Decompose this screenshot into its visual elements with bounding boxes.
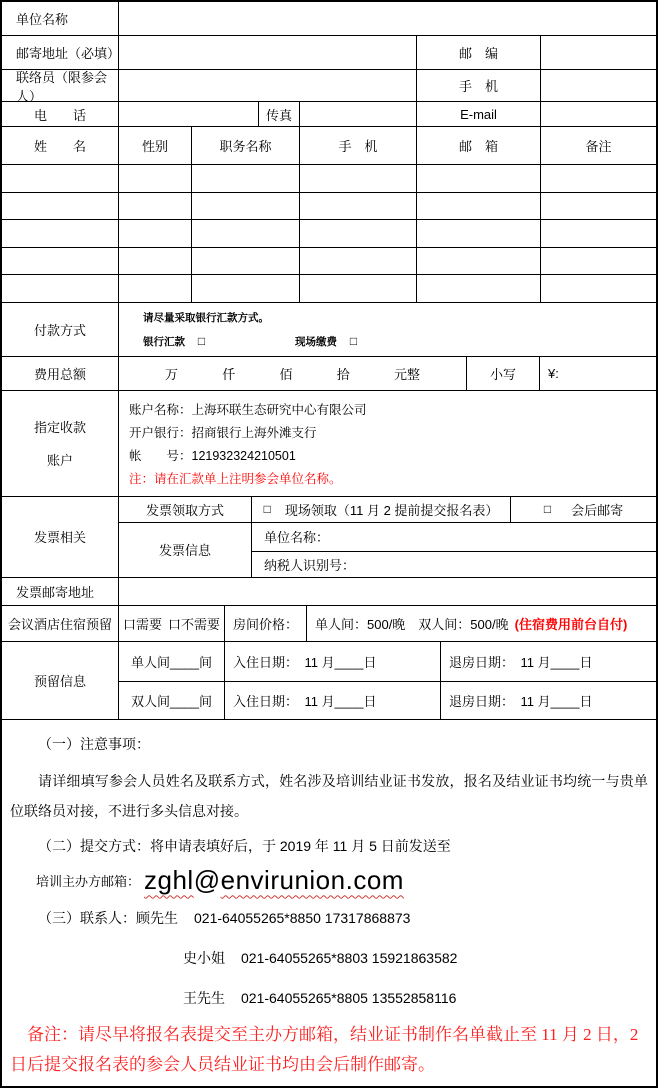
row-phone-fax-email xyxy=(2,102,656,127)
invoice-company-label: 单位名称： xyxy=(264,530,330,546)
note-item1-body: 请详细填写参会人员姓名及联系方式，姓名涉及培训结业证书发放，报名及结业证书均统一与贵单位联络员对接，不进行多头信息对接。 xyxy=(10,772,648,819)
organizer-email-line xyxy=(10,864,648,898)
organizer-email-address[interactable] xyxy=(144,865,404,896)
unit-shi: 拾 xyxy=(336,366,350,382)
note-item2: （二）提交方式：将申请表填好后，于 2019 年 11 月 5 日前发送至 xyxy=(38,837,451,854)
onsite-payment-checkbox[interactable]: □ xyxy=(349,333,358,348)
contacts-prefix: （三）联系人： xyxy=(38,909,136,926)
bank-transfer-option-label: 银行汇款 xyxy=(143,335,185,348)
invoice-pickup-label: 发票领取方式 xyxy=(119,497,252,522)
invoice-info-label: 发票信息 xyxy=(119,523,252,577)
receiving-account-label-line1: 指定收款 xyxy=(33,420,86,436)
reservation-single-row xyxy=(119,642,656,682)
header-mailbox: 邮 箱 xyxy=(417,127,541,164)
contact-phone: 021-64055265*8803 15921863582 xyxy=(241,949,458,966)
hotel-price-label: 房间价格： xyxy=(225,606,307,641)
invoice-company-field[interactable] xyxy=(252,523,656,552)
header-remark: 备注 xyxy=(585,139,612,154)
row-receiving-account xyxy=(2,391,656,497)
amount-numeric-field[interactable] xyxy=(540,357,656,390)
account-bank-line: 开户银行：招商银行上海外滩支行 xyxy=(129,425,317,440)
attendee-gender-field[interactable] xyxy=(119,248,192,275)
single-checkin-field[interactable]: 入住日期： 11 月____日 xyxy=(225,642,441,681)
company-name-field[interactable] xyxy=(119,2,656,35)
email-at-sign: @ xyxy=(193,865,221,896)
attendee-row-4 xyxy=(2,248,656,276)
invoice-onsite-checkbox[interactable]: □ xyxy=(263,502,271,517)
mailing-address-label: 邮寄地址（必填） xyxy=(2,36,119,69)
hotel-label: 会议酒店住宿预留 xyxy=(2,606,119,641)
attendee-mobile-field[interactable] xyxy=(300,248,417,275)
double-checkin-field[interactable]: 入住日期： 11 月____日 xyxy=(225,682,441,719)
attendee-title-field[interactable] xyxy=(192,275,300,302)
invoice-label: 发票相关 xyxy=(2,497,119,577)
attendee-remark-field[interactable] xyxy=(541,248,656,275)
account-number-line: 帐 号：121932324210501 xyxy=(129,449,296,464)
invoice-pickup-option-onsite xyxy=(252,497,511,522)
header-name: 姓 名 xyxy=(2,127,119,164)
attendee-title-field[interactable] xyxy=(192,248,300,275)
attendee-name-field[interactable] xyxy=(2,193,119,220)
organizer-email-label: 培训主办方邮箱： xyxy=(36,874,141,890)
deadline-red-note: 备注：请尽早将报名表提交至主办方邮箱，结业证书制作名单截止至 11 月 2 日，2 日后提交报名表的参会人员结业证书均由会后制作邮寄。 xyxy=(10,1024,639,1074)
attendee-mailbox-field[interactable] xyxy=(417,275,541,302)
attendee-mailbox-field[interactable] xyxy=(417,165,541,192)
amount-numeric-label: 小写 xyxy=(467,357,540,390)
unit-bai: 佰 xyxy=(279,366,293,382)
row-invoice xyxy=(2,497,656,578)
mobile-label: 手 机 xyxy=(417,70,541,101)
contact-name: 史小姐 xyxy=(183,949,225,966)
contact-name: 顾先生 xyxy=(136,909,178,926)
note-contact-2 xyxy=(10,944,648,972)
row-hotel xyxy=(2,606,656,642)
phone-field[interactable] xyxy=(119,102,259,126)
note-item1-title: （一）注意事项： xyxy=(38,735,150,752)
hotel-no-need-checkbox[interactable]: 口不需要 xyxy=(168,616,221,632)
invoice-tax-id-label: 纳税人识别号： xyxy=(264,557,356,573)
invoice-mail-checkbox[interactable]: □ xyxy=(543,502,552,517)
email-domain-part: envirunion.com xyxy=(220,865,404,896)
reservation-info-label: 预留信息 xyxy=(2,642,119,719)
attendee-name-field[interactable] xyxy=(2,220,119,247)
row-invoice-address xyxy=(2,578,656,606)
attendee-gender-field[interactable] xyxy=(119,275,192,302)
attendee-mobile-field[interactable] xyxy=(300,193,417,220)
hotel-need-checkbox[interactable]: 口需要 xyxy=(122,616,162,632)
mobile-field[interactable] xyxy=(541,70,656,101)
attendee-name-field[interactable] xyxy=(2,165,119,192)
double-checkout-field[interactable]: 退房日期： 11 月____日 xyxy=(449,693,593,709)
attendee-remark-field[interactable] xyxy=(541,220,656,247)
header-mobile: 手 机 xyxy=(300,127,417,164)
total-fee-label: 费用总额 xyxy=(2,357,119,390)
attendee-mailbox-field[interactable] xyxy=(417,193,541,220)
note-item3-contact-1 xyxy=(10,904,648,932)
unit-yuanzheng: 元整 xyxy=(393,366,420,382)
payment-method-label: 付款方式 xyxy=(2,303,119,356)
invoice-onsite-label: 现场领取（11 月 2 提前提交报名表） xyxy=(284,502,499,518)
account-red-note: 注：请在汇款单上注明参会单位名称。 xyxy=(129,472,342,487)
attendee-gender-field[interactable] xyxy=(119,165,192,192)
attendee-row-1 xyxy=(2,165,656,193)
single-checkout-field[interactable]: 退房日期： 11 月____日 xyxy=(449,654,593,670)
amount-in-words-cell[interactable] xyxy=(119,357,467,390)
row-payment-method xyxy=(2,303,656,357)
attendee-row-5 xyxy=(2,275,656,303)
attendee-name-field[interactable] xyxy=(2,275,119,302)
double-room-count-field[interactable]: 双人间____间 xyxy=(119,682,225,719)
hotel-price-cell xyxy=(307,606,656,641)
company-name-label: 单位名称 xyxy=(2,2,119,35)
note-contact-3 xyxy=(10,984,648,1012)
attendee-mobile-field[interactable] xyxy=(300,165,417,192)
hotel-price-red-note: (住宿费用前台自付) xyxy=(514,616,628,632)
email-field[interactable] xyxy=(541,102,656,126)
receiving-account-label-line2: 账户 xyxy=(46,453,73,469)
payment-note: 请尽量采取银行汇款方式。 xyxy=(143,311,269,324)
attendee-remark-field[interactable] xyxy=(541,165,656,192)
liaison-field[interactable] xyxy=(119,70,417,101)
invoice-tax-id-field[interactable] xyxy=(252,552,656,577)
payment-options xyxy=(119,303,656,356)
single-room-count-field[interactable]: 单人间____间 xyxy=(119,642,225,681)
invoice-pickup-row xyxy=(119,497,656,523)
row-liaison xyxy=(2,70,656,102)
invoice-address-label: 发票邮寄地址 xyxy=(2,578,119,605)
attendee-row-3 xyxy=(2,220,656,248)
attendee-mailbox-field[interactable] xyxy=(417,248,541,275)
mailing-address-field[interactable] xyxy=(119,36,417,69)
onsite-payment-option-label: 现场缴费 xyxy=(295,335,337,348)
liaison-label: 联络员（限参会人） xyxy=(2,70,119,101)
reservation-double-row xyxy=(119,682,656,719)
contact-phone: 021-64055265*8805 13552858116 xyxy=(241,989,457,1006)
attendee-gender-field[interactable] xyxy=(119,220,192,247)
row-mailing-address xyxy=(2,36,656,70)
attendee-gender-field[interactable] xyxy=(119,193,192,220)
attendee-header-row xyxy=(2,127,656,165)
yuan-symbol: ¥: xyxy=(548,365,559,381)
attendee-mobile-field[interactable] xyxy=(300,275,417,302)
attendee-title-field[interactable] xyxy=(192,220,300,247)
unit-qian: 仟 xyxy=(222,366,236,382)
attendee-row-2 xyxy=(2,193,656,221)
receiving-account-details xyxy=(119,391,656,496)
postcode-label: 邮 编 xyxy=(417,36,541,69)
fax-label: 传真 xyxy=(259,102,300,126)
contact-phone: 021-64055265*8850 17317868873 xyxy=(194,909,411,926)
fax-field[interactable] xyxy=(300,102,417,126)
hotel-price-text: 单人间：500/晚 双人间：500/晚 xyxy=(315,616,509,632)
invoice-address-field[interactable] xyxy=(119,578,656,605)
notes-section xyxy=(2,720,656,1086)
attendee-title-field[interactable] xyxy=(192,193,300,220)
row-total-fee xyxy=(2,357,656,391)
email-label: E-mail xyxy=(417,102,541,126)
invoice-pickup-option-mail xyxy=(511,497,656,522)
row-reservation-info xyxy=(2,642,656,720)
attendee-name-field[interactable] xyxy=(2,248,119,275)
header-gender: 性别 xyxy=(119,127,192,164)
attendee-mailbox-field[interactable] xyxy=(417,220,541,247)
header-title: 职务名称 xyxy=(192,127,300,164)
invoice-mail-label: 会后邮寄 xyxy=(571,502,624,518)
receiving-account-label xyxy=(2,391,119,496)
attendee-remark-field[interactable] xyxy=(541,275,656,302)
bank-transfer-checkbox[interactable]: □ xyxy=(197,333,206,348)
account-name-line: 账户名称：上海环联生态研究中心有限公司 xyxy=(129,402,367,417)
contact-name: 王先生 xyxy=(183,989,225,1006)
phone-label: 电 话 xyxy=(2,102,119,126)
row-company-name xyxy=(2,2,656,36)
hotel-need-cell xyxy=(119,606,225,641)
attendee-mobile-field[interactable] xyxy=(300,220,417,247)
postcode-field[interactable] xyxy=(541,36,656,69)
email-user-part: zghl xyxy=(144,865,194,896)
attendee-remark-field[interactable] xyxy=(541,193,656,220)
attendee-title-field[interactable] xyxy=(192,165,300,192)
unit-wan: 万 xyxy=(165,366,179,382)
